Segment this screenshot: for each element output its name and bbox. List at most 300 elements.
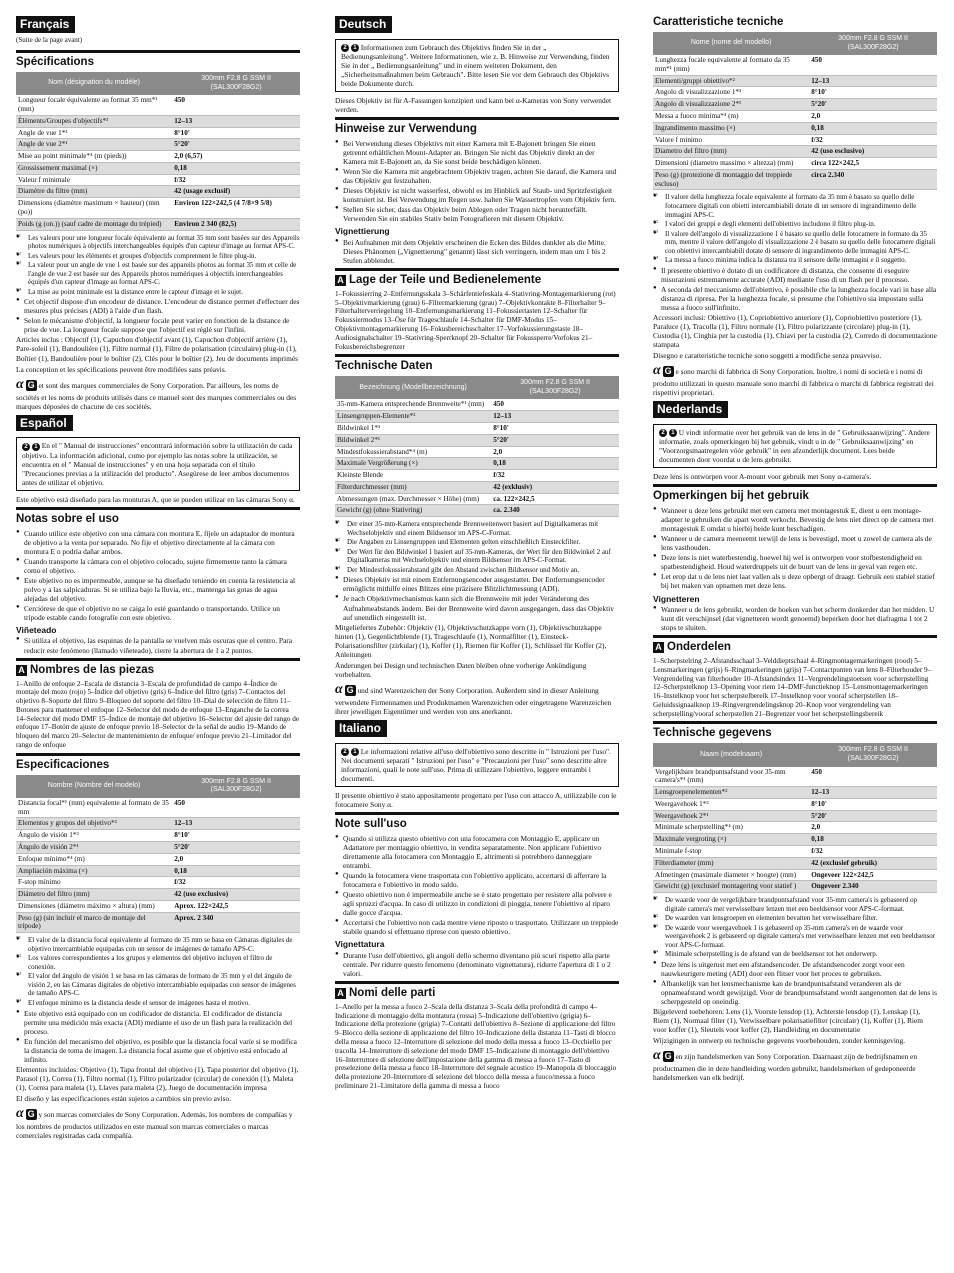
spec-value: Ongeveer 122×242,5	[809, 869, 937, 881]
footnote-mark: ● *¹	[16, 936, 21, 943]
spec-row	[16, 889, 300, 901]
parts-title-text-it: Nomi delle parti	[349, 986, 436, 999]
spec-value: 450	[809, 55, 937, 75]
bullet-item: ● Dieses Objektiv ist mit einem Entfernungsencoder ausgestattet. Der Entfernungsencoder ermöglicht mithilfe eines Blitzes eine präzisere Blitzlichtmessung (ADI).	[335, 575, 619, 593]
spec-label: Longueur focale équivalente au format 35 mm*¹ (mm)	[16, 95, 172, 115]
spec-label: Dimensioni (diametro massimo × altezza) (mm)	[653, 158, 809, 170]
spec-value: 0,18	[172, 865, 300, 877]
spec-value: 8°10'	[172, 127, 300, 139]
spec-value: Environ 122×242,5 (4 7/8×9 5/8)	[172, 198, 300, 219]
spec-row	[653, 767, 937, 787]
divider	[335, 117, 619, 120]
spec-header-model: 300mm F2.8 G SSM II (SAL300F28G2)	[491, 376, 619, 399]
notes-list-nl	[653, 960, 937, 1006]
g-lens-logo: G	[664, 1051, 672, 1062]
info-box-text-it: Le informazioni relative all'uso dell'obiettivo sono descritte in " Istruzioni per l'uso". Nei documenti separati " Istruzioni per l'uso" e "Precauzioni per l'uso" sono descritte altre informazioni, quali le note sull'uso. Prima di utilizzare l'obiettivo, leggere entrambi i documenti.	[341, 746, 611, 783]
footnote-mark: ● *³	[16, 261, 21, 268]
parts-list-es: 1–Anillo de enfoque 2–Escala de distancia 3–Escala de profundidad de campo 4–Índice de montaje del mozo (rojo) 5–Índice del objetivo (gris) 6–Índice del filtro (gris) 7–Contactos del objetivo 8–Soporte del filtro 9–Bloqueo del soporte del filtro 10–Dial de selección de filtro 11–Botones para mantener el enfoque 12–Selector del modo de enfoque 13–Enganche de la correa 14–Selector del modo DMF 15–Índice de montaje del objetivo 16–Selector del ajuste del rango de enfoque 17–Botón de ajuste de enfoque previo 18–Selector de la señal de audio 19–Mando de bloqueo del marco 20–Selector de mantenimiento de enfoque/ enfoque previo 21–Limitador del rango de enfoque	[16, 679, 300, 750]
parts-list-it: 1–Anello per la messa a fuoco 2–Scala della distanza 3–Scala della profondità di campo 4–Indicazione di montaggio della montatura (rossa) 5–Indicazione dell'obiettivo (grigia) 6–Indicazione della protezione (grigia) 7–Contatti dell'obiettivo 8–Sezione di applicazione del filtro 9–Blocco della sezione di applicazione del filtro 10–Indicazione della distanza 11–Tasti di blocco della messa a fuoco 12–Interruttore di selezione del modo della messa a fuoco 13–Occhiello per tracolla 14–Interruttore di selezione del modo DMF 15–Indicazione di montaggio dell'obiettivo 16–Interruttore di selezione dell'impostazione della gamma di messa a fuoco 17–Tasto di preselezione della messa a fuoco 18–Interruttore del segnale acustico 19–Manopola di bloccaggio della protezione 20–Interruttore di selezione del blocco della messa a fuoco/messa a fuoco preliminare 21–Limitatore della gamma di messa a fuoco	[335, 1002, 617, 1090]
divider	[335, 268, 619, 271]
g-lens-logo: G	[27, 1108, 35, 1119]
spec-row	[653, 857, 937, 869]
design-note-fr: La conception et les spécifications peuvent être modifiées sans préavis.	[16, 364, 227, 374]
spec-row	[16, 115, 300, 127]
spec-row	[16, 162, 300, 174]
column-italian-dutch	[653, 14, 937, 1084]
bullet-item: ● Il presente obiettivo è dotato di un codificatore di distanza, che consente di eseguire misurazioni estremamente accurate (ADI) mediante l'uso di un flash per il processo.	[653, 266, 937, 284]
footnote	[16, 972, 300, 998]
bullet-item: ● Stellen Sie sicher, dass das Objektiv beim Ablegen oder Tragen nicht herunterfällt. Verwenden Sie ein stabiles Stativ beim Fotografieren mit diesem Objektiv.	[335, 205, 619, 223]
info-box-it	[335, 743, 619, 787]
spec-label: Minimale f-stop	[653, 845, 809, 857]
bullet-item: ● Accertarsi che l'obiettivo non cada mentre viene riposto o trasportato. Utilizzare un treppiede stabile quando si effettuano riprese con questo obiettivo.	[335, 918, 619, 936]
footnote-mark: ● *²	[653, 914, 658, 921]
footnote-text: I valori dei gruppi e degli elementi dell'obiettivo includono il filtro plug-in.	[665, 220, 876, 229]
spec-row	[653, 869, 937, 881]
spec-row	[653, 110, 937, 122]
spec-row	[653, 87, 937, 99]
spec-value: 2,0	[491, 446, 619, 458]
divider	[653, 721, 937, 724]
spec-label: Mise au point minimale*⁴ (m (pieds))	[16, 151, 172, 163]
bullet-item: ● Este objetivo está equipado con un codificador de distancia. El codificador de distancia permite una medición más exacta (ADI) mediante el uso de un flash para la realización del proceso.	[16, 1009, 300, 1036]
design-note-es: El diseño y las especificaciones están sujetos a cambios sin previo aviso.	[16, 1093, 232, 1103]
spec-label: Bildwinkel 1*³	[335, 422, 491, 434]
spec-value: 5°20'	[809, 810, 937, 822]
spec-value: 12–13	[809, 787, 937, 799]
lang-title-nl: Nederlands	[653, 401, 728, 418]
spec-value: 2,0 (6,57)	[172, 151, 300, 163]
footnote-text: La messa a fuoco minima indica la distanza tra il sensore delle immagini e il soggetto.	[665, 256, 907, 265]
trademark-text-fr: et sont des marques commerciales de Sony Corporation. Par ailleurs, les noms de sociétés et les noms de produits utilisés dans ce manuel sont des marques commerciales ou des marques déposées de chacune de ces sociétés.	[16, 380, 297, 411]
spec-value: 2,0	[809, 822, 937, 834]
usage-notes-de	[335, 139, 619, 223]
spec-table-it	[653, 32, 937, 190]
vignet-item-nl: ● Wanneer u de lens gebruikt, worden de hoeken van het scherm donkerder dan het midden. U kunt dit verschijnsel (dat vignetteren wordt genoemd) beperken door het diafragma 1 tot 2 stops te sluiten.	[653, 605, 937, 632]
spec-label: Angolo di visualizzazione 2*¹	[653, 99, 809, 111]
spec-row	[335, 458, 619, 470]
footnote-mark: ● *²	[16, 251, 21, 258]
spec-value: f/32	[491, 470, 619, 482]
footnote-mark: ● *²	[16, 954, 21, 961]
spec-value: f/32	[809, 845, 937, 857]
spec-value: 8°10'	[809, 87, 937, 99]
included-nl: Bijgeleverd toebehoren: Lens (1), Voorste lensdop (1), Achterste lensdop (1), Lenskap (1), Riem (1), Normaal filter (1), Verwisselbare polarisatiefilter (circulair) (1), Koffer (1), Riem voor koffer (1), Sleutels voor koffer (2), Handleiding en documentatie	[653, 1006, 923, 1035]
footnote-mark: ● *⁴	[16, 998, 22, 1005]
footnote-mark: ● *²	[653, 220, 658, 227]
parts-list-nl: 1–Scherpstelring 2–Afstandsschaal 3–Velddieptschaal 4–Ringmontagemarkeringen (rood) 5–Lensmarkeringen (grijs) 6–Ringmarkeringen (grijs) 7–Contactpunten van lens 8–Filterhouder 9–Vergrendeling van filterhouder 10–Afstandsindex 11–Vergrendelingstoetsen voor scherpstelling 12–Scherpstelknop 13–Opening voor riem 14–DMF-functieknop 15–Lensmontagemarkeringen 16–Instelknop voor het scherpstelbereik 17–Instelknop voor vooraf scherpstellen 18–Geluidssignaalknop 19–Ringvergrendelingsknop 20–Knop voor vergrendeling van scherpstelling/vooraf scherpstellen 21–Begrenzer voor het scherpstellingsbereik	[653, 656, 932, 718]
parts-title-nl	[653, 640, 937, 654]
specs-title-de: Technische Daten	[335, 360, 433, 373]
spec-value: 5°20'	[172, 139, 300, 151]
divider	[16, 753, 300, 756]
lang-title-fr: Français	[16, 16, 75, 33]
spec-label: Lensgroepenelementen*²	[653, 787, 809, 799]
spec-row	[335, 422, 619, 434]
footnote	[16, 252, 300, 261]
spec-value: 42 (uso esclusivo)	[809, 146, 937, 158]
spec-label: Grossissement maximal (×)	[16, 162, 172, 174]
included-it: Accessori inclusi: Obiettivo (1), Copriobiettivo anteriore (1), Copriobiettivo posteriore (1), Paraluce (1), Tracolla (1), Filtro normale (1), Filtro polarizzante (circolare) plug-in (1), Custodia (1), Cinghia per la custodia (1), Chiavi per la custodia (2), Corredo di documentazione stampata	[653, 312, 937, 349]
footnotes-es	[16, 936, 300, 1007]
spec-value: Aprox. 122×242,5	[172, 900, 300, 912]
info-box-text-es: En el " Manual de instrucciones" encontrará información sobre la utilización de cada objetivo. La información adicional, como por ejemplo las notas sobre la utilización, se encuentra en el " Manual de instrucciones" y en una hoja separada con el título "Precauciones previas a la utilización del producto". Asegúrese de leer ambos documentos antes de utilizar el objetivo.	[22, 441, 293, 487]
specs-title-fr: Spécifications	[16, 56, 94, 69]
spec-value: Ongeveer 2.340	[809, 881, 937, 893]
lang-title-it: Italiano	[335, 720, 387, 737]
footnote-text: Minimale scherpstelling is de afstand van de beeldsensor tot het onderwerp.	[665, 950, 878, 959]
notes-list-fr	[16, 297, 300, 334]
spec-label: Éléments/Groupes d'objectifs*²	[16, 115, 172, 127]
spec-value: ca. 122×242,5	[491, 493, 619, 505]
spec-label: Linsengruppen-Elemente*²	[335, 411, 491, 423]
spec-header-row	[653, 743, 937, 766]
spec-label: Peso (g) (protezione di montaggio del treppiede escluso)	[653, 169, 809, 190]
spec-row	[16, 174, 300, 186]
trademark-text-de: und sind Warenzeichen der Sony Corporation. Außerdem sind in dieser Anleitung verwendete Firmennamen und Produktnamen Warenzeichen oder eingetragene Warenzeichen ihrer jeweiligen Eigentümer und werden von uns anerkannt.	[335, 685, 612, 716]
spec-value: 12–13	[809, 75, 937, 87]
footnote-mark: ● *³	[16, 972, 21, 979]
spec-row	[335, 411, 619, 423]
usage-notes-nl	[653, 506, 937, 590]
alpha-logo: α	[335, 681, 343, 697]
spec-label: F-stop mínimo	[16, 877, 172, 889]
spec-label: Poids (g (on.)) (sauf cadre de montage du trépied)	[16, 218, 172, 230]
spec-row	[16, 798, 300, 818]
bullet-item: ● A seconda del meccanismo dell'obiettivo, è possibile che la lunghezza focale vari in base alla distanza di ripresa. Per la lunghezza focale, si presume che l'obiettivo sia impostato sulla messa a fuoco sull'infinito.	[653, 285, 937, 312]
spec-header-name: Nome (nome del modello)	[653, 32, 809, 55]
spec-row	[16, 877, 300, 889]
spec-label: Diamètre du filtre (mm)	[16, 186, 172, 198]
spec-label: Minimale scherpstelling*⁴ (m)	[653, 822, 809, 834]
spec-row	[653, 134, 937, 146]
footnote	[653, 950, 937, 959]
spec-value: 450	[809, 767, 937, 787]
spec-row	[16, 198, 300, 219]
footnote	[16, 234, 300, 251]
spec-header-row	[16, 775, 300, 798]
intro-es: Este objetivo está diseñado para las monturas A, que se pueden utilizar en las cámaras Sony α.	[16, 494, 295, 504]
spec-label: Dimensiones (diámetro máximo × altura) (mm)	[16, 900, 172, 912]
lang-title-es: Español	[16, 415, 73, 432]
label-a-icon: A	[16, 665, 27, 676]
spec-label: Maximale vergroting (×)	[653, 834, 809, 846]
trademark-text-it: e sono marchi di fabbrica di Sony Corporation. Inoltre, i nomi di società e i nomi di prodotto utilizzati in questo manuale sono marchi di fabbrica o marchi di fabbrica registrati dei rispettivi proprietari.	[653, 367, 934, 398]
spec-label: Valeur f minimale	[16, 174, 172, 186]
spec-header-name: Nom (désignation du modèle)	[16, 72, 172, 95]
spec-value: f/32	[172, 877, 300, 889]
spec-row	[653, 99, 937, 111]
spec-row	[653, 158, 937, 170]
spec-table-nl	[653, 743, 937, 893]
included-es: Elementos incluidos: Objetivo (1), Tapa frontal del objetivo (1), Tapa posterior del objetivo (1), Parasol (1), Correa (1), Filtro normal (1), Filtro polarizador (circular) de conexión (1), Maleta (1), Correa para maleta (1), Llaves para maleta (2), Juego de documentación impresa	[16, 1064, 299, 1092]
info-box-de	[335, 39, 619, 92]
divider	[335, 812, 619, 815]
vignet-title-es: Viñeteado	[16, 625, 57, 636]
spec-row	[16, 900, 300, 912]
notes-title-nl: Opmerkingen bij het gebruik	[653, 490, 809, 503]
footnote-text: Les valeurs pour les éléments et groupes d'objectifs comprennent le filtre plug-in.	[28, 251, 257, 260]
usage-notes-it	[335, 834, 619, 936]
parts-list-de: 1–Fokussierring 2–Entfernungsskala 3–Schärfentiefeskala 4–Stativring-Montagemarkierung (rot) 5–Objektivmarkierung (grau) 6–Filtermarkierung (grau) 7–Objektivkontakte 8–Filterhalter 9–Filterhalterverriegelung 10–Entfernungsmarkierung 11–Fokussiertasten 12–Schalter für Fokussiermodus 13–Öse für Trageschlaufe 14–Schalter für DMF-Modus 15–Objektivmontagemarkierung 16–Fokusbereichsschalter 17–Vorfokussierungstaste 18–Audiosignalschalter 19–Stativring-Sperrknopf 20–Schalter für Fokussperre/Vorfokus 21–Fokusbereichsbegrenzer	[335, 289, 616, 351]
spec-header-model: 300mm F2.8 G SSM II (SAL300F28G2)	[172, 775, 300, 798]
spec-value: 450	[172, 95, 300, 115]
footnote-mark: ● *³	[653, 923, 658, 930]
spec-label: Distancia focal*¹ (mm) equivalente al formato de 35 mm	[16, 798, 172, 818]
spec-row	[16, 830, 300, 842]
spec-label: Lunghezza focale equivalente al formato da 35 mm*¹ (mm)	[653, 55, 809, 75]
label-a-icon: A	[335, 988, 346, 999]
bullet-item: ● Cuando utilice este objetivo con una cámara con montura E, fíjele un adaptador de montura de objetivo a la venta por separado. No fije el objetivo directamente al la cámara con montura E o podría dañar ambos.	[16, 529, 300, 556]
column-french-spanish	[16, 14, 300, 1142]
bullet-item: ● Quando la fotocamera viene trasportata con l'obiettivo applicato, accertarsi di afferrare la fotocamera e l'obiettivo in modo saldo.	[335, 871, 619, 889]
spec-table-fr	[16, 72, 300, 230]
footnote	[335, 538, 619, 547]
spec-label: Elementos y grupos del objetivo*²	[16, 818, 172, 830]
included-de: Mitgeliefertes Zubehör: Objektiv (1), Objektivschutzkappe vorn (1), Objektivschutzkappe hinten (1), Gegenlichtblende (1), Trageschlaufe (1), Normalfilter (1), Einsteck-Polarisationsfilter (zirkular) (1), Koffer (1), Riemen für Koffer (1), Schlüssel für Koffer (2), Anleitungen	[335, 622, 607, 659]
spec-value: 0,18	[491, 458, 619, 470]
vignet-title-it: Vignettatura	[335, 939, 385, 950]
spec-row	[335, 399, 619, 410]
spec-row	[653, 55, 937, 75]
vignet-item-de: ● Bei Aufnahmen mit dem Objektiv erscheinen die Ecken des Bildes dunkler als die Mitte. Dieses Phänomen („Vignettierung" genannt) lässt sich verringern, indem man um 1 bis 2 Stufen abblendet.	[335, 238, 619, 265]
divider	[16, 50, 300, 53]
bullet-item: ● Cerciórese de que el objetivo no se caiga lo esté guardando o transportando. Utilice un trípode estable cando fotografíe con este objetivo.	[16, 604, 300, 622]
spec-label: Gewicht (g) (exclusief montagering voor statief )	[653, 881, 809, 893]
spec-value: 12–13	[172, 115, 300, 127]
spec-value: 42 (exclusief gebruik)	[809, 857, 937, 869]
footnote	[16, 261, 300, 287]
spec-header-name: Naam (modelnaam)	[653, 743, 809, 766]
spec-row	[653, 787, 937, 799]
column-german-italian	[335, 14, 619, 1091]
spec-row	[16, 127, 300, 139]
spec-label: Ampliación máxima (×)	[16, 865, 172, 877]
spec-row	[16, 818, 300, 830]
spec-label: Weergavehoek 1*³	[653, 798, 809, 810]
circle-1-icon: 1	[32, 443, 40, 451]
bullet-item: ● Deze lens is niet waterbestendig, hoewel hij wel is ontworpen voor stofbestendigheid en spatbestendigheid. Houd waterdruppels uit de buurt van de lens in geval van regen etc.	[653, 553, 937, 571]
label-a-icon: A	[335, 275, 346, 286]
divider	[335, 981, 619, 984]
included-fr: Articles inclus : Objectif (1), Capuchon d'objectif avant (1), Capuchon d'objectif arrière (1), Pare-soleil (1), Bandoulière (1), Filtre normal (1), Filtre de polarisation (circulaire) plug-in (1), Boîtier (1), Bandoulière pour le boîtier (2), Clés pour le boîtier (2), Jeu de documents imprimés	[16, 335, 299, 363]
notes-title-it: Note sull'uso	[335, 817, 407, 830]
footnote-text: La valeur pour un angle de vue 1 est basée sur des appareils photos au format 35 mm et celle de l'angle de vue 2 est basée sur des Appareils photos numériques à objectifs interchangeables équipés d'un capteur d'image au format APS-C.	[28, 261, 297, 287]
spec-row	[653, 822, 937, 834]
vignet-es	[16, 636, 300, 654]
spec-value: Environ 2 340 (82,5)	[172, 218, 300, 230]
circle-1-icon: 1	[351, 748, 359, 756]
spec-label: Filterdiameter (mm)	[653, 857, 809, 869]
intro-nl: Deze lens is ontworpen voor A-mount voor gebruik met Sony α-camera's.	[653, 472, 872, 482]
vignet-item-es: ● Si utiliza el objetivo, las esquinas de la pantalla se vuelven más oscuras que el centro. Para reducir este fenómeno (llamado viñeteado), cierre la abertura de 1 a 2 puntos.	[16, 636, 300, 654]
spec-row	[335, 493, 619, 505]
spec-value: 450	[172, 798, 300, 818]
spec-header-name: Bezeichnung (Modellbezeichnung)	[335, 376, 491, 399]
info-box-nl	[653, 424, 937, 468]
trademark-text-es: y son marcas comerciales de Sony Corporation. Además, los nombres de compañías y los nombres de productos utilizados en este manual son marcas comerciales o marcas comerciales registradas cada compañía.	[16, 1109, 293, 1140]
footnote	[16, 936, 300, 953]
footnote	[653, 914, 937, 923]
spec-label: Peso (g) (sin incluir el marco de montaje del trípode)	[16, 912, 172, 933]
bullet-item: ● Quando si utilizza questo obiettivo con una fotocamera con Montaggio E, applicare un Adattatore per montaggio obiettivo, in vendita separatamente. Non applicare l'obiettivo direttamente alla fotocamera con Montaggio E, altrimenti si potrebbero danneggiare entrambi.	[335, 834, 619, 870]
spec-value: 12–13	[491, 411, 619, 423]
spec-label: Bildwinkel 2*¹	[335, 434, 491, 446]
spec-label: Valore f minimo	[653, 134, 809, 146]
spec-row	[335, 481, 619, 493]
divider	[16, 658, 300, 661]
spec-row	[653, 798, 937, 810]
spec-label: Dimensions (diamètre maximum × hauteur) (mm (po))	[16, 198, 172, 219]
footnote	[653, 230, 937, 256]
trademark-nl	[653, 1047, 937, 1082]
spec-label: Vergelijkbare brandpuntsafstand voor 35-mm camera's*¹ (mm)	[653, 767, 809, 787]
intro-de: Dieses Objektiv ist für A-Fassungen konzipiert und kann bei α-Kameras von Sony verwendet werden.	[335, 96, 612, 115]
bullet-item: ● Je nach Objektivmechanismus kann sich die Brennweite mit jeder Veränderung des Aufnahmeabstands ändern. Bei der Brennweite wird davon ausgegangen, dass das Objektiv auf unendlich eingestellt ist.	[335, 594, 619, 621]
specs-title-it: Caratteristiche tecniche	[653, 16, 784, 28]
footnote-text: Los valores correspondientes a los grupos y elementos del objetivo incluyen el filtro de conexión.	[28, 954, 273, 971]
trademark-text-nl: en zijn handelsmerken van Sony Corporation. Daarnaast zijn de bedrijfsnamen en productnamen die in deze handleiding worden gebruikt, handelsmerken of gedeponeerde handelsmerken van elk bedrijf.	[653, 1052, 918, 1083]
footnote	[16, 288, 300, 297]
lang-title-de: Deutsch	[335, 16, 392, 33]
spec-header-name: Nombre (Nombre del modelo)	[16, 775, 172, 798]
parts-title-it	[335, 986, 619, 1000]
spec-row	[16, 151, 300, 163]
spec-row	[335, 434, 619, 446]
vignet-nl	[653, 605, 937, 632]
footnote-text: La mise au point minimale est la distance entre le capteur d'image et le sujet.	[28, 287, 243, 296]
footnote-mark: ● *¹	[16, 233, 21, 240]
spec-label: Gewicht (g) (ohne Stativring)	[335, 505, 491, 517]
spec-label: Ángulo de visión 2*¹	[16, 842, 172, 854]
spec-value: 12–13	[172, 818, 300, 830]
vignet-it	[335, 951, 619, 978]
bullet-item: ● Dieses Objektiv ist nicht wasserfest, obwohl es im Hinblick auf Staub- und Spritzfestigkeit konstruiert ist. Bei Verwendung im Regen usw. halten Sie Wassertropfen vom Objektiv fern.	[335, 186, 619, 204]
footnote-text: Il valore dell'angolo di visualizzazione 1 è basato su quello delle fotocamere in formato da 35 mm, mentre il valore dell'angolo di visualizzazione 2 è basato su quello delle fotocamere digitali con obiettivi intercambiabili dotate di sensore di ingrandimento delle immagini APS-C.	[665, 229, 936, 255]
spec-row	[16, 186, 300, 198]
footnote-mark: ● *³	[653, 229, 658, 236]
spec-value: 450	[491, 399, 619, 410]
footnote-text: Il valore della lunghezza focale equivalente al formato da 35 mm è basato su quello delle fotocamere digitali con obietti intercambiabili dotate di un sensore di ingrandimento delle immagini APS-C.	[665, 193, 917, 219]
trademark-fr	[16, 376, 300, 411]
footnote-mark: ● *⁴	[653, 256, 659, 263]
spec-table-de	[335, 376, 619, 517]
spec-header-model: 300mm F2.8 G SSM II (SAL300F28G2)	[809, 32, 937, 55]
spec-value: 2,0	[172, 853, 300, 865]
footnote-text: De waarde voor de vergelijkbare brandpuntsafstand voor 35-mm camera's is gebaseerd op digitale camera's met verwisselbare lenzen met een beeldsensor voor APS-C-formaat.	[665, 896, 918, 913]
spec-header-row	[335, 376, 619, 399]
spec-header-model: 300mm F2.8 G SSM II (SAL300F28G2)	[809, 743, 937, 766]
info-box-text-nl: U vindt informatie over het gebruik van de lens in de " Gebruiksaanwijzing". Andere informatie, zoals opmerkingen bij het gebruik, vindt u in de " Gebruiksaanwijzing" en "Voorzorgsmaatregelen vóór gebruik" in een afzonderlijk document. Lees beide documenten door voordat u de lens gebruikt.	[659, 427, 930, 465]
spec-value: 5°20'	[172, 842, 300, 854]
spec-row	[16, 865, 300, 877]
spec-value: 42 (usage exclusif)	[172, 186, 300, 198]
spec-value: 8°10'	[172, 830, 300, 842]
specs-title-es: Especificaciones	[16, 758, 110, 771]
notes-list-de	[335, 575, 619, 621]
spec-label: Kleinste Blende	[335, 470, 491, 482]
footnote-mark: ● *¹	[653, 193, 658, 200]
spec-row	[335, 446, 619, 458]
spec-value: 5°20'	[809, 99, 937, 111]
alpha-logo: α	[16, 376, 24, 392]
footnote	[335, 520, 619, 537]
spec-value: circa 122×242,5	[809, 158, 937, 170]
spec-label: Angle de vue 2*¹	[16, 139, 172, 151]
vignet-de	[335, 238, 619, 265]
parts-title-text-nl: Onderdelen	[667, 640, 731, 653]
footnote	[653, 256, 937, 265]
usage-notes-es	[16, 529, 300, 622]
divider	[653, 484, 937, 487]
parts-title-text-de: Lage der Teile und Bedienelemente	[349, 273, 542, 286]
footnotes-nl	[653, 896, 937, 959]
footnote-mark: ● *³	[335, 547, 340, 554]
parts-title-text-es: Nombres de las piezas	[30, 663, 154, 676]
design-note-de: Änderungen bei Design und technischen Daten bleiben ohne vorherige Ankündigung vorbehalten.	[335, 660, 587, 679]
bullet-item: ● Wanneer u de camera meeneemt terwijl de lens is bevestigd, moet u zowel de camera als de lens vasthouden.	[653, 534, 937, 552]
bullet-item: ● Wenn Sie die Kamera mit angebrachtem Objektiv tragen, achten Sie darauf, die Kamera und das Objektiv gut festzuhalten.	[335, 167, 619, 185]
spec-label: Messa a fuoco minima*⁴ (m)	[653, 110, 809, 122]
footnote-text: Der Wert für den Bildwinkel 1 basiert auf 35-mm-Kameras, der Wert für den Bildwinkel 2 auf Digitalkameras mit Wechselobjektiv und einem Bildsensor im APS-C-Format.	[347, 547, 611, 565]
footnote	[653, 193, 937, 219]
circle-1-icon: 1	[351, 44, 359, 52]
spec-label: Filterdurchmesser (mm)	[335, 481, 491, 493]
trademark-de	[335, 681, 619, 716]
spec-label: Maximale Vergrößerung (×)	[335, 458, 491, 470]
footnote-text: De waarden van lensgroepen en elementen bevatten het verwisselbare filter.	[665, 914, 878, 923]
info-box-es	[16, 437, 300, 490]
vignet-item-it: ● Durante l'uso dell'obiettivo, gli angoli dello schermo diventano più scuri rispetto alla parte centrale. Per ridurre questo fenomeno (denominato vignettatura), ridurre l'apertura di 1 o 2 valori.	[335, 951, 619, 978]
spec-row	[335, 470, 619, 482]
spec-row	[653, 146, 937, 158]
spec-row	[653, 75, 937, 87]
spec-header-row	[16, 72, 300, 95]
footnote-mark: ● *¹	[335, 520, 340, 527]
footnote-text: El valor del ángulo de visión 1 se basa en las cámaras de formato de 35 mm y el del ángulo de visión 2, en las Cámaras digitales de objetivo intercambiable equipadas con sensor de imágenes de tamaño APS-C.	[28, 972, 296, 998]
bullet-item: ● Let erop dat u de lens niet laat vallen als u deze opbergt of draagt. Gebruik een stabiel statief bij het maken van opnamen met deze lens.	[653, 572, 937, 590]
spec-row	[16, 218, 300, 230]
notes-title-de: Hinweise zur Verwendung	[335, 123, 477, 136]
g-lens-logo: G	[346, 684, 354, 695]
spec-label: Ángulo de visión 1*³	[16, 830, 172, 842]
spec-value: 42 (uso exclusivo)	[172, 889, 300, 901]
spec-row	[16, 842, 300, 854]
alpha-logo: α	[653, 1048, 661, 1064]
bullet-item: ● Questo obiettivo non è impermeabile anche se è stato progettato per resistere alla polvere e agli spruzzi d'acqua. In caso di utilizzo in condizioni di pioggia, tenere l'obiettivo al riparo dalle gocce d'acqua.	[335, 890, 619, 917]
info-box-text-de: Informationen zum Gebrauch des Objektivs finden Sie in der „ Bedienungsanleitung". Weitere Informationen, wie z. B. Hinweise zur Verwendung, finden Sie in der „ Bedienungsanleitung" und in einem weiteren Dokument, den „Sicherheitsmaßnahmen beim Gebrauch". Bitte lesen Sie vor dem Gebrauch des Objektivs beide Dokumente durch.	[341, 42, 610, 89]
spec-value: 8°10'	[809, 798, 937, 810]
circle-2-icon: 2	[22, 443, 30, 451]
spec-row	[16, 95, 300, 115]
footnote-mark: ● *⁴	[653, 950, 659, 957]
intro-it: Il presente obiettivo è stato appositamente progettato per l'uso con attacco A, utilizzabile con le fotocamere Sony α.	[335, 790, 617, 809]
alpha-logo: α	[16, 1105, 24, 1121]
spec-label: 35-mm-Kamera entsprechende Brennweite*¹ (mm)	[335, 399, 491, 410]
spec-label: Weergavehoek 2*¹	[653, 810, 809, 822]
vignet-title-nl: Vignetteren	[653, 593, 700, 604]
spec-label: Diámetro del filtro (mm)	[16, 889, 172, 901]
bullet-item: ● Cet objectif dispose d'un encodeur de distance. L'encodeur de distance permet d'effectuer des mesures plus précises (ADI) à l'aide d'un flash.	[16, 297, 300, 315]
bullet-item: ● Selon le mécanisme d'objectif, la longueur focale peut varier en fonction de la distance de prise de vue. La longueur focale suppose que l'objectif est réglé sur l'infini.	[16, 316, 300, 334]
spec-value: ca. 2.340	[491, 505, 619, 517]
spec-row	[653, 881, 937, 893]
footnote-text: Der Mindestfokussierabstand gibt den Abstand zwischen Bildsensor und Motiv an.	[347, 565, 580, 574]
spec-row	[653, 834, 937, 846]
footnotes-fr	[16, 234, 300, 297]
g-lens-logo: G	[664, 366, 672, 377]
spec-label: Mindestfokussierabstand*⁴ (m)	[335, 446, 491, 458]
